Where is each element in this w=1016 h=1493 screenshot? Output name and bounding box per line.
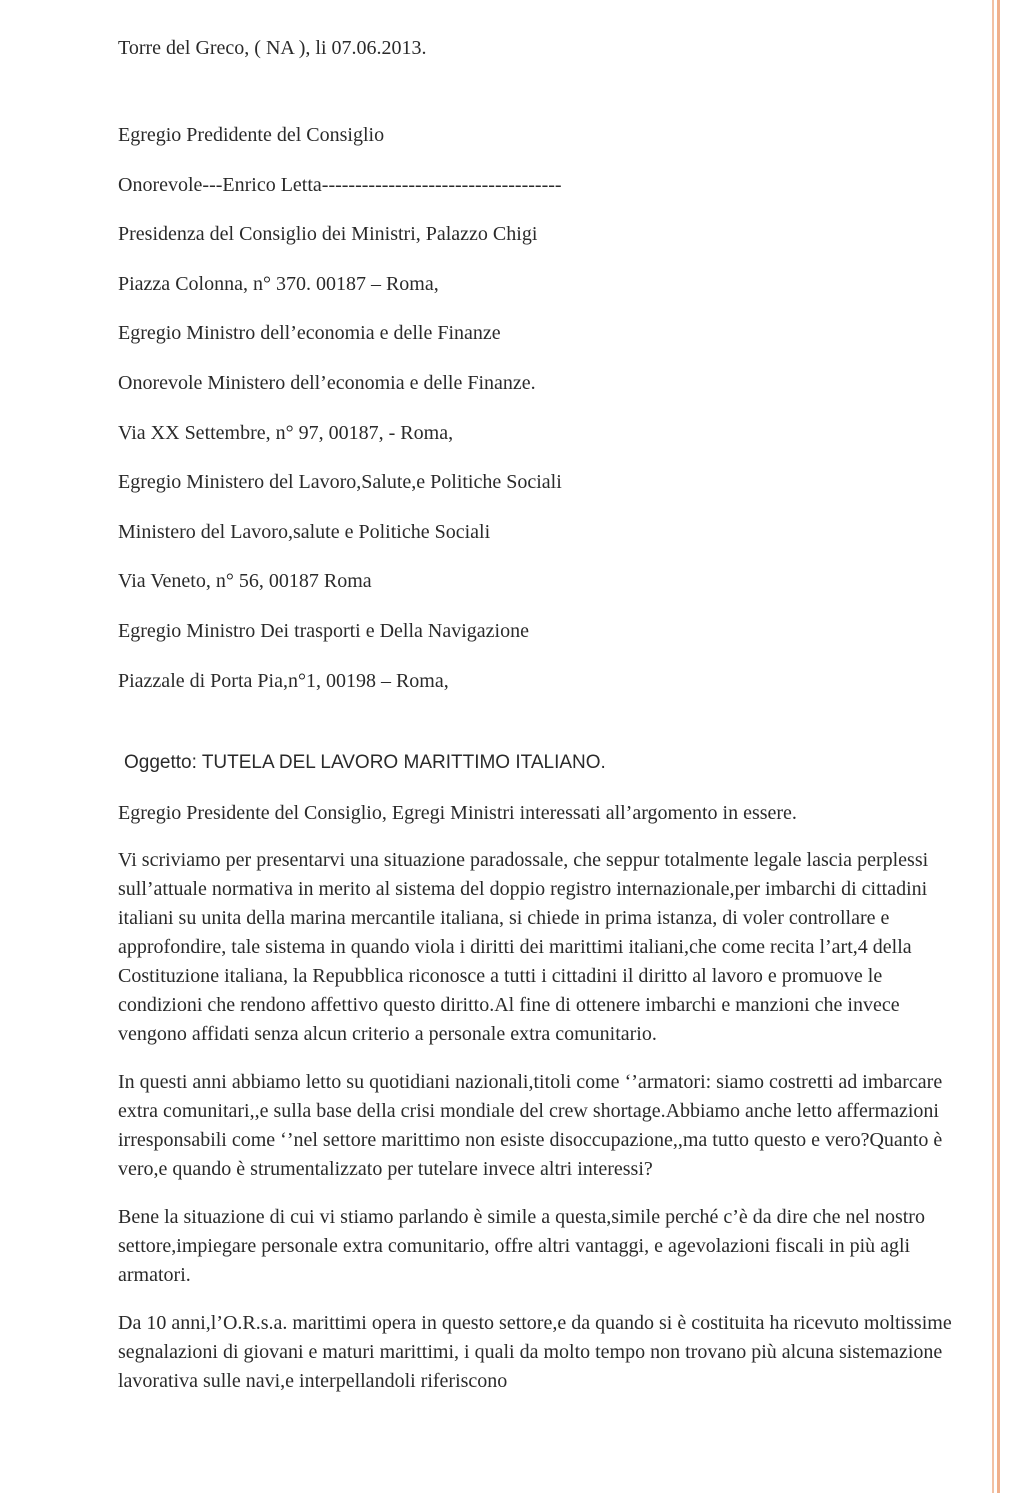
recipient-line: Ministero del Lavoro,salute e Politiche Sociali — [118, 520, 491, 543]
recipient-line: Onorevole Ministero dell’economia e delle Finanze. — [118, 371, 536, 394]
body-paragraph: Da 10 anni,l’O.R.s.a. marittimi opera in questo settore,e da quando si è costituita ha ricevuto moltissime segnalazioni di giovani e maturi marittimi, i quali da molto tempo non trovano più alcuna sistemazione lavorativa sulle navi,e interpellandoli riferiscono — [118, 1311, 952, 1392]
body-paragraph: Vi scriviamo per presentarvi una situazione paradossale, che seppur totalmente legale lascia perplessi sull’attuale normativa in merito al sistema del doppio registro internazionale,per imbarchi di cittadini italiani su unita della marina mercantile italiana, si chiede in prima istanza, di voler controllare e approfondire, tale sistema in quando viola i diritti dei marittimi italiani,che come recita l’art,4 della Costituzione italiana, la Repubblica riconosce a tutti i cittadini il diritto al lavoro e promuove le condizioni che rendono affettivo questo diritto.Al fine di ottenere imbarchi e manzioni che invece vengono affidati senza alcun criterio a personale extra comunitario. — [118, 848, 929, 1045]
recipient-line: Piazzale di Porta Pia,n°1, 00198 – Roma, — [118, 669, 449, 692]
recipient-line: Egregio Predidente del Consiglio — [118, 124, 385, 146]
page-border-inner — [997, 0, 1000, 1493]
recipient-line: Via XX Settembre, n° 97, 00187, - Roma, — [118, 421, 454, 444]
recipient-line: Piazza Colonna, n° 370. 00187 – Roma, — [118, 272, 439, 295]
recipient-line: Via Veneto, n° 56, 00187 Roma — [118, 570, 372, 593]
recipient-line: Onorevole---Enrico Letta------------------------------------ — [118, 173, 562, 196]
body-paragraph: In questi anni abbiamo letto su quotidiani nazionali,titoli come ‘’armatori: siamo costretti ad imbarcare extra comunitari,,e sulla base della crisi mondiale del crew shortage.Abbiamo anche letto affermazioni irresponsabili come ‘’nel settore marittimo non esiste disoccupazione,,ma tutto questo e vero?Quanto è vero,e quando è strumentalizzato per tutelare invece altri interessi? — [118, 1070, 943, 1180]
recipient-line: Egregio Ministro dell’economia e delle Finanze — [118, 322, 501, 345]
recipients-block — [118, 121, 958, 695]
salutation: Egregio Presidente del Consiglio, Egregi Ministri interessati all’argomento in essere. — [118, 801, 797, 824]
body-paragraph: Bene la situazione di cui vi stiamo parlando è simile a questa,simile perché c’è da dire che nel nostro settore,impiegare personale extra comunitario, offre altri vantaggi, e agevolazioni fiscali in più agli armatori. — [118, 1205, 925, 1286]
place-date: Torre del Greco, ( NA ), li 07.06.2013. — [118, 37, 427, 59]
recipient-line: Egregio Ministero del Lavoro,Salute,e Politiche Sociali — [118, 471, 562, 494]
page-border-outer — [992, 0, 994, 1493]
recipient-line: Egregio Ministro Dei trasporti e Della Navigazione — [118, 619, 529, 642]
recipient-line: Presidenza del Consiglio dei Ministri, Palazzo Chigi — [118, 223, 538, 246]
subject-line: Oggetto: TUTELA DEL LAVORO MARITTIMO ITALIANO. — [124, 751, 606, 773]
letter-body — [118, 34, 958, 1415]
